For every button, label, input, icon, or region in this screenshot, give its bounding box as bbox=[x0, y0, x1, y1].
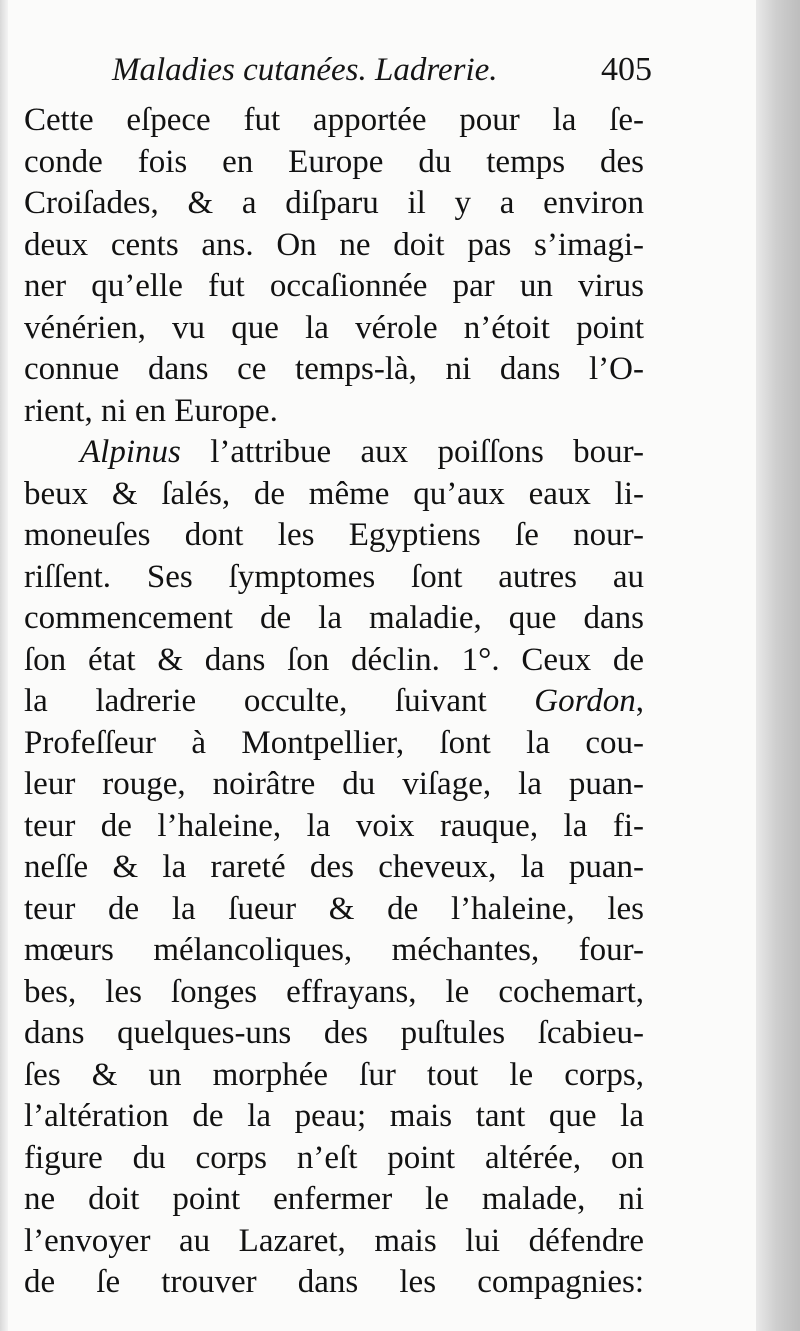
text-line: bes, les ſonges effrayans, le cochemart, bbox=[24, 973, 644, 1010]
text-line: rient, ni en Europe. bbox=[24, 392, 278, 429]
text-line: ner qu’elle fut occaſionnée par un virus bbox=[24, 268, 644, 304]
text-line: mœurs mélancoliques, méchantes, four- bbox=[24, 932, 644, 968]
text-line: ſes & un morphée ſur tout le corps, bbox=[24, 1056, 644, 1093]
text-line bbox=[24, 681, 644, 723]
text-line bbox=[24, 432, 644, 474]
text-line: figure du corps n’eſt point altérée, on bbox=[24, 1139, 644, 1176]
text-line: Croiſades, & a diſparu il y a environ bbox=[24, 185, 644, 221]
text-line: beux & ſalés, de même qu’aux eaux li- bbox=[24, 475, 644, 512]
body-text bbox=[24, 100, 644, 1304]
text-line: ſon état & dans ſon déclin. 1°. Ceux de bbox=[24, 641, 644, 678]
text-line: commencement de la maladie, que dans bbox=[24, 600, 644, 636]
text-line: vénérien, vu que la vérole n’étoit point bbox=[24, 309, 644, 346]
text-line: connue dans ce temps-là, ni dans l’O- bbox=[24, 351, 644, 387]
text-fragment: l’attribue aux poiſſons bour- bbox=[180, 434, 644, 470]
text-line: riſſent. Ses ſymptomes ſont autres au bbox=[24, 558, 644, 595]
text-line: teur de l’haleine, la voix rauque, la fi- bbox=[24, 807, 644, 844]
text-line: deux cents ans. On ne doit pas s’imagi- bbox=[24, 226, 644, 263]
text-line: ne doit point enfermer le malade, ni bbox=[24, 1181, 644, 1217]
text-line: l’envoyer au Lazaret, mais lui défendre bbox=[24, 1222, 644, 1259]
text-line: l’altération de la peau; mais tant que la bbox=[24, 1098, 644, 1134]
text-fragment: , bbox=[635, 683, 644, 719]
text-line: dans quelques-uns des puſtules ſcabieu- bbox=[24, 1015, 644, 1051]
text-line: Profeſſeur à Montpellier, ſont la cou- bbox=[24, 724, 644, 761]
page-number: 405 bbox=[601, 51, 652, 88]
text-fragment: la ladrerie occulte, ſuivant bbox=[24, 683, 535, 719]
page-gutter-shadow bbox=[0, 0, 8, 1331]
text-line: moneuſes dont les Egyptiens ſe nour- bbox=[24, 517, 644, 553]
text-line: Cette eſpece fut apportée pour la ſe- bbox=[24, 102, 644, 138]
running-header bbox=[112, 48, 652, 96]
running-title: Maladies cutanées. Ladrerie. bbox=[112, 52, 498, 88]
text-line: neſſe & la rareté des cheveux, la puan- bbox=[24, 849, 644, 885]
text-line: conde fois en Europe du temps des bbox=[24, 143, 644, 180]
text-line: teur de la ſueur & de l’haleine, les bbox=[24, 890, 644, 927]
text-line: leur rouge, noirâtre du viſage, la puan- bbox=[24, 766, 644, 802]
page-edge-shadow bbox=[756, 0, 800, 1331]
author-name-gordon: Gordon bbox=[534, 683, 636, 719]
text-line: de ſe trouver dans les compagnies: bbox=[24, 1264, 644, 1300]
author-name-alpinus: Alpinus bbox=[80, 434, 181, 470]
